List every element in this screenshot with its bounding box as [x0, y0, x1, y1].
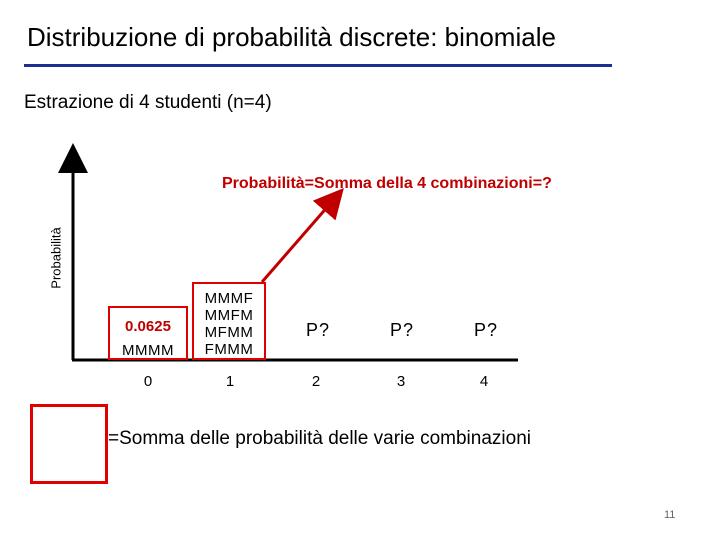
column-4-probability: P? — [474, 320, 499, 340]
x-tick-4: 4 — [479, 373, 489, 390]
legend-text: =Somma delle probabilità delle varie combinazioni — [108, 428, 531, 449]
column-0-combination: MMMM — [122, 342, 174, 359]
column-0-probability: 0.0625 — [125, 318, 171, 335]
x-tick-2: 2 — [311, 373, 321, 390]
combination-item: FMMM — [204, 341, 254, 358]
combination-item: MMFM — [204, 307, 254, 324]
y-axis-label: Probabilità — [48, 227, 64, 289]
annotation-arrow — [262, 197, 336, 282]
x-tick-1: 1 — [225, 373, 235, 390]
annotation-text: Probabilità=Somma della 4 combinazioni=? — [222, 175, 552, 192]
legend-box — [30, 404, 108, 484]
combination-item: MFMM — [204, 324, 254, 341]
x-tick-3: 3 — [396, 373, 406, 390]
combination-item: MMMF — [204, 290, 254, 307]
column-3-probability: P? — [390, 320, 415, 340]
slide-title: Distribuzione di probabilità discrete: binomiale — [27, 22, 556, 52]
x-tick-0: 0 — [143, 373, 153, 390]
column-1-combinations — [192, 290, 266, 358]
page-number: 11 — [664, 509, 676, 521]
column-2-probability: P? — [306, 320, 331, 340]
slide-subtitle: Estrazione di 4 studenti (n=4) — [24, 92, 272, 113]
